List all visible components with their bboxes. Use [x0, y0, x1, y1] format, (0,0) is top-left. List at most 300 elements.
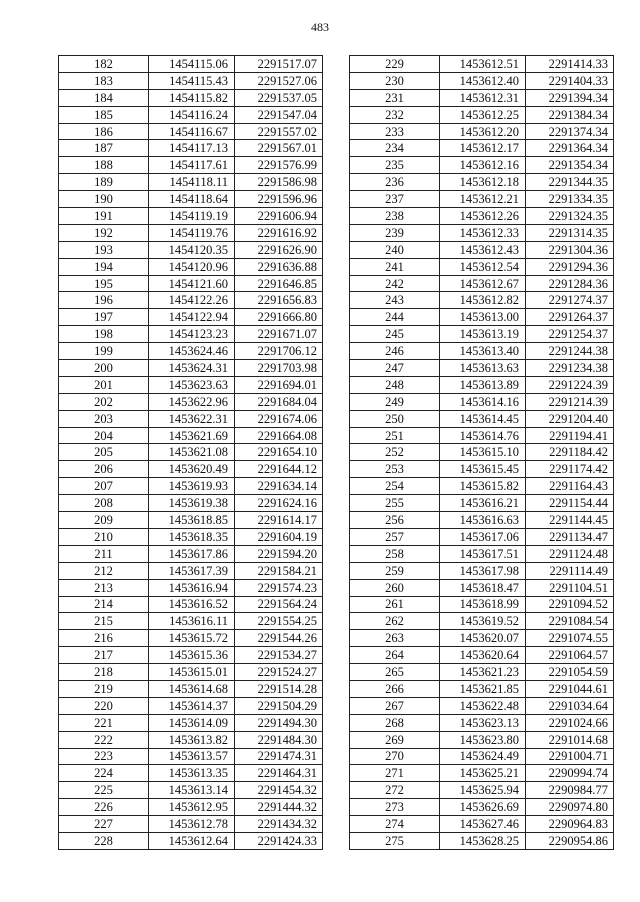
table-row: [59, 444, 323, 461]
table-row: [59, 495, 323, 512]
point-number-cell: 236: [350, 174, 440, 191]
point-number-cell: 214: [59, 596, 149, 613]
x-coordinate-cell: 1453623.80: [440, 731, 526, 748]
y-coordinate-cell: 2291694.01: [235, 376, 323, 393]
point-number-cell: 224: [59, 765, 149, 782]
point-number-cell: 263: [350, 630, 440, 647]
x-coordinate-cell: 1454118.64: [149, 191, 235, 208]
y-coordinate-cell: 2291004.71: [526, 748, 614, 765]
y-coordinate-cell: 2291234.38: [526, 360, 614, 377]
point-number-cell: 211: [59, 545, 149, 562]
y-coordinate-cell: 2291614.17: [235, 512, 323, 529]
table-row: [350, 89, 614, 106]
y-coordinate-cell: 2291594.20: [235, 545, 323, 562]
point-number-cell: 261: [350, 596, 440, 613]
point-number-cell: 217: [59, 647, 149, 664]
point-number-cell: 216: [59, 630, 149, 647]
point-number-cell: 271: [350, 765, 440, 782]
x-coordinate-cell: 1453622.96: [149, 393, 235, 410]
y-coordinate-cell: 2291374.34: [526, 123, 614, 140]
x-coordinate-cell: 1453613.40: [440, 343, 526, 360]
y-coordinate-cell: 2291104.51: [526, 579, 614, 596]
point-number-cell: 199: [59, 343, 149, 360]
x-coordinate-cell: 1453628.25: [440, 832, 526, 849]
x-coordinate-cell: 1454123.23: [149, 326, 235, 343]
x-coordinate-cell: 1453612.40: [440, 72, 526, 89]
point-number-cell: 262: [350, 613, 440, 630]
y-coordinate-cell: 2291616.92: [235, 224, 323, 241]
y-coordinate-cell: 2291384.34: [526, 106, 614, 123]
y-coordinate-cell: 2290984.77: [526, 782, 614, 799]
table-row: [59, 765, 323, 782]
point-number-cell: 238: [350, 208, 440, 225]
x-coordinate-cell: 1453612.33: [440, 224, 526, 241]
x-coordinate-cell: 1453615.36: [149, 647, 235, 664]
table-row: [350, 106, 614, 123]
point-number-cell: 213: [59, 579, 149, 596]
table-row: [350, 444, 614, 461]
table-row: [350, 579, 614, 596]
point-number-cell: 255: [350, 495, 440, 512]
table-row: [59, 647, 323, 664]
table-row: [350, 427, 614, 444]
x-coordinate-cell: 1454119.76: [149, 224, 235, 241]
table-row: [350, 596, 614, 613]
table-row: [59, 106, 323, 123]
table-row: [59, 241, 323, 258]
table-row: [59, 89, 323, 106]
y-coordinate-cell: 2291074.55: [526, 630, 614, 647]
table-row: [350, 241, 614, 258]
y-coordinate-cell: 2291464.31: [235, 765, 323, 782]
x-coordinate-cell: 1453612.82: [440, 292, 526, 309]
y-coordinate-cell: 2291554.25: [235, 613, 323, 630]
point-number-cell: 206: [59, 461, 149, 478]
point-number-cell: 265: [350, 664, 440, 681]
point-number-cell: 234: [350, 140, 440, 157]
x-coordinate-cell: 1453615.45: [440, 461, 526, 478]
y-coordinate-cell: 2291084.54: [526, 613, 614, 630]
y-coordinate-cell: 2291586.98: [235, 174, 323, 191]
table-row: [59, 258, 323, 275]
table-row: [59, 309, 323, 326]
table-row: [350, 545, 614, 562]
point-number-cell: 185: [59, 106, 149, 123]
point-number-cell: 273: [350, 799, 440, 816]
table-row: [59, 478, 323, 495]
point-number-cell: 219: [59, 680, 149, 697]
point-number-cell: 272: [350, 782, 440, 799]
x-coordinate-cell: 1453621.69: [149, 427, 235, 444]
point-number-cell: 246: [350, 343, 440, 360]
point-number-cell: 254: [350, 478, 440, 495]
point-number-cell: 243: [350, 292, 440, 309]
x-coordinate-cell: 1453621.23: [440, 664, 526, 681]
point-number-cell: 239: [350, 224, 440, 241]
y-coordinate-cell: 2291547.04: [235, 106, 323, 123]
point-number-cell: 228: [59, 832, 149, 849]
x-coordinate-cell: 1453618.47: [440, 579, 526, 596]
point-number-cell: 269: [350, 731, 440, 748]
point-number-cell: 197: [59, 309, 149, 326]
y-coordinate-cell: 2291344.35: [526, 174, 614, 191]
point-number-cell: 242: [350, 275, 440, 292]
y-coordinate-cell: 2291703.98: [235, 360, 323, 377]
table-row: [350, 224, 614, 241]
point-number-cell: 244: [350, 309, 440, 326]
point-number-cell: 205: [59, 444, 149, 461]
table-row: [350, 393, 614, 410]
y-coordinate-cell: 2291514.28: [235, 680, 323, 697]
table-row: [350, 191, 614, 208]
point-number-cell: 245: [350, 326, 440, 343]
point-number-cell: 266: [350, 680, 440, 697]
table-row: [59, 292, 323, 309]
y-coordinate-cell: 2291414.33: [526, 56, 614, 73]
x-coordinate-cell: 1454117.13: [149, 140, 235, 157]
y-coordinate-cell: 2291404.33: [526, 72, 614, 89]
y-coordinate-cell: 2291671.07: [235, 326, 323, 343]
y-coordinate-cell: 2291604.19: [235, 528, 323, 545]
table-row: [59, 208, 323, 225]
point-number-cell: 240: [350, 241, 440, 258]
table-row: [59, 140, 323, 157]
table-row: [59, 275, 323, 292]
x-coordinate-cell: 1453612.25: [440, 106, 526, 123]
y-coordinate-cell: 2291666.80: [235, 309, 323, 326]
y-coordinate-cell: 2290964.83: [526, 816, 614, 833]
point-number-cell: 201: [59, 376, 149, 393]
table-row: [59, 360, 323, 377]
point-number-cell: 187: [59, 140, 149, 157]
point-number-cell: 195: [59, 275, 149, 292]
point-number-cell: 247: [350, 360, 440, 377]
point-number-cell: 227: [59, 816, 149, 833]
x-coordinate-cell: 1453619.38: [149, 495, 235, 512]
table-row: [350, 697, 614, 714]
x-coordinate-cell: 1453613.82: [149, 731, 235, 748]
y-coordinate-cell: 2291274.37: [526, 292, 614, 309]
y-coordinate-cell: 2291354.34: [526, 157, 614, 174]
y-coordinate-cell: 2291094.52: [526, 596, 614, 613]
table-row: [350, 748, 614, 765]
table-row: [350, 208, 614, 225]
y-coordinate-cell: 2291154.44: [526, 495, 614, 512]
point-number-cell: 200: [59, 360, 149, 377]
y-coordinate-cell: 2291364.34: [526, 140, 614, 157]
y-coordinate-cell: 2291557.02: [235, 123, 323, 140]
table-row: [59, 461, 323, 478]
point-number-cell: 274: [350, 816, 440, 833]
x-coordinate-cell: 1453612.26: [440, 208, 526, 225]
y-coordinate-cell: 2291524.27: [235, 664, 323, 681]
point-number-cell: 189: [59, 174, 149, 191]
table-row: [350, 478, 614, 495]
page-number: 483: [311, 20, 329, 34]
y-coordinate-cell: 2291294.36: [526, 258, 614, 275]
y-coordinate-cell: 2291284.36: [526, 275, 614, 292]
x-coordinate-cell: 1453617.98: [440, 562, 526, 579]
y-coordinate-cell: 2291684.04: [235, 393, 323, 410]
point-number-cell: 235: [350, 157, 440, 174]
table-row: [350, 140, 614, 157]
y-coordinate-cell: 2291054.59: [526, 664, 614, 681]
y-coordinate-cell: 2291576.99: [235, 157, 323, 174]
y-coordinate-cell: 2290954.86: [526, 832, 614, 849]
y-coordinate-cell: 2291564.24: [235, 596, 323, 613]
y-coordinate-cell: 2291567.01: [235, 140, 323, 157]
point-number-cell: 223: [59, 748, 149, 765]
y-coordinate-cell: 2291517.07: [235, 56, 323, 73]
y-coordinate-cell: 2291626.90: [235, 241, 323, 258]
x-coordinate-cell: 1453617.06: [440, 528, 526, 545]
x-coordinate-cell: 1453612.54: [440, 258, 526, 275]
point-number-cell: 207: [59, 478, 149, 495]
table-row: [350, 343, 614, 360]
y-coordinate-cell: 2291134.47: [526, 528, 614, 545]
point-number-cell: 182: [59, 56, 149, 73]
point-number-cell: 192: [59, 224, 149, 241]
x-coordinate-cell: 1454120.96: [149, 258, 235, 275]
x-coordinate-cell: 1453612.51: [440, 56, 526, 73]
y-coordinate-cell: 2291606.94: [235, 208, 323, 225]
y-coordinate-cell: 2291644.12: [235, 461, 323, 478]
table-row: [59, 799, 323, 816]
table-row: [350, 664, 614, 681]
point-number-cell: 225: [59, 782, 149, 799]
x-coordinate-cell: 1454118.11: [149, 174, 235, 191]
y-coordinate-cell: 2291664.08: [235, 427, 323, 444]
point-number-cell: 250: [350, 410, 440, 427]
y-coordinate-cell: 2291544.26: [235, 630, 323, 647]
y-coordinate-cell: 2291527.06: [235, 72, 323, 89]
point-number-cell: 198: [59, 326, 149, 343]
x-coordinate-cell: 1454122.94: [149, 309, 235, 326]
table-row: [59, 56, 323, 73]
point-number-cell: 233: [350, 123, 440, 140]
y-coordinate-cell: 2291656.83: [235, 292, 323, 309]
table-row: [350, 512, 614, 529]
x-coordinate-cell: 1453612.64: [149, 832, 235, 849]
y-coordinate-cell: 2291424.33: [235, 832, 323, 849]
table-row: [59, 816, 323, 833]
y-coordinate-cell: 2291224.39: [526, 376, 614, 393]
table-row: [350, 309, 614, 326]
y-coordinate-cell: 2291194.41: [526, 427, 614, 444]
y-coordinate-cell: 2291654.10: [235, 444, 323, 461]
x-coordinate-cell: 1453613.57: [149, 748, 235, 765]
table-row: [59, 748, 323, 765]
point-number-cell: 275: [350, 832, 440, 849]
x-coordinate-cell: 1453617.86: [149, 545, 235, 562]
point-number-cell: 220: [59, 697, 149, 714]
table-row: [350, 765, 614, 782]
table-row: [59, 224, 323, 241]
table-row: [59, 410, 323, 427]
table-row: [59, 731, 323, 748]
x-coordinate-cell: 1453616.21: [440, 495, 526, 512]
point-number-cell: 253: [350, 461, 440, 478]
x-coordinate-cell: 1453620.49: [149, 461, 235, 478]
x-coordinate-cell: 1453612.78: [149, 816, 235, 833]
point-number-cell: 221: [59, 714, 149, 731]
table-row: [59, 613, 323, 630]
x-coordinate-cell: 1453614.37: [149, 697, 235, 714]
x-coordinate-cell: 1453621.08: [149, 444, 235, 461]
point-number-cell: 226: [59, 799, 149, 816]
table-row: [350, 123, 614, 140]
table-row: [350, 630, 614, 647]
y-coordinate-cell: 2291474.31: [235, 748, 323, 765]
point-number-cell: 183: [59, 72, 149, 89]
table-row: [350, 680, 614, 697]
y-coordinate-cell: 2291024.66: [526, 714, 614, 731]
table-row: [350, 461, 614, 478]
x-coordinate-cell: 1454120.35: [149, 241, 235, 258]
point-number-cell: 256: [350, 512, 440, 529]
x-coordinate-cell: 1453624.46: [149, 343, 235, 360]
y-coordinate-cell: 2291624.16: [235, 495, 323, 512]
y-coordinate-cell: 2291534.27: [235, 647, 323, 664]
y-coordinate-cell: 2291444.32: [235, 799, 323, 816]
x-coordinate-cell: 1453624.31: [149, 360, 235, 377]
x-coordinate-cell: 1453612.95: [149, 799, 235, 816]
point-number-cell: 194: [59, 258, 149, 275]
point-number-cell: 212: [59, 562, 149, 579]
table-row: [350, 360, 614, 377]
y-coordinate-cell: 2291014.68: [526, 731, 614, 748]
x-coordinate-cell: 1453615.72: [149, 630, 235, 647]
x-coordinate-cell: 1453627.46: [440, 816, 526, 833]
point-number-cell: 215: [59, 613, 149, 630]
y-coordinate-cell: 2291254.37: [526, 326, 614, 343]
x-coordinate-cell: 1453617.39: [149, 562, 235, 579]
point-number-cell: 204: [59, 427, 149, 444]
point-number-cell: 191: [59, 208, 149, 225]
table-row: [59, 326, 323, 343]
x-coordinate-cell: 1453619.93: [149, 478, 235, 495]
point-number-cell: 208: [59, 495, 149, 512]
point-number-cell: 196: [59, 292, 149, 309]
table-row: [59, 664, 323, 681]
table-row: [350, 326, 614, 343]
point-number-cell: 229: [350, 56, 440, 73]
x-coordinate-cell: 1454115.06: [149, 56, 235, 73]
point-number-cell: 218: [59, 664, 149, 681]
x-coordinate-cell: 1453620.07: [440, 630, 526, 647]
table-row: [59, 512, 323, 529]
x-coordinate-cell: 1453620.64: [440, 647, 526, 664]
point-number-cell: 268: [350, 714, 440, 731]
x-coordinate-cell: 1454116.67: [149, 123, 235, 140]
point-number-cell: 259: [350, 562, 440, 579]
table-row: [350, 816, 614, 833]
table-row: [59, 630, 323, 647]
x-coordinate-cell: 1453614.16: [440, 393, 526, 410]
x-coordinate-cell: 1453616.52: [149, 596, 235, 613]
table-row: [59, 72, 323, 89]
x-coordinate-cell: 1453613.19: [440, 326, 526, 343]
point-number-cell: 248: [350, 376, 440, 393]
table-row: [59, 545, 323, 562]
table-row: [350, 56, 614, 73]
y-coordinate-cell: 2290974.80: [526, 799, 614, 816]
y-coordinate-cell: 2291646.85: [235, 275, 323, 292]
coordinate-table-right: [349, 55, 614, 850]
x-coordinate-cell: 1453614.76: [440, 427, 526, 444]
x-coordinate-cell: 1454122.26: [149, 292, 235, 309]
table-row: [350, 731, 614, 748]
table-row: [350, 174, 614, 191]
y-coordinate-cell: 2290994.74: [526, 765, 614, 782]
x-coordinate-cell: 1454121.60: [149, 275, 235, 292]
x-coordinate-cell: 1453612.21: [440, 191, 526, 208]
point-number-cell: 237: [350, 191, 440, 208]
table-row: [59, 596, 323, 613]
point-number-cell: 258: [350, 545, 440, 562]
x-coordinate-cell: 1453615.01: [149, 664, 235, 681]
table-row: [350, 258, 614, 275]
x-coordinate-cell: 1453622.31: [149, 410, 235, 427]
table-row: [59, 697, 323, 714]
table-row: [59, 157, 323, 174]
table-row: [59, 174, 323, 191]
point-number-cell: 257: [350, 528, 440, 545]
table-row: [350, 376, 614, 393]
x-coordinate-cell: 1453623.63: [149, 376, 235, 393]
x-coordinate-cell: 1453614.45: [440, 410, 526, 427]
x-coordinate-cell: 1453618.35: [149, 528, 235, 545]
point-number-cell: 252: [350, 444, 440, 461]
table-row: [350, 72, 614, 89]
x-coordinate-cell: 1453613.35: [149, 765, 235, 782]
y-coordinate-cell: 2291174.42: [526, 461, 614, 478]
x-coordinate-cell: 1454117.61: [149, 157, 235, 174]
table-row: [59, 427, 323, 444]
y-coordinate-cell: 2291334.35: [526, 191, 614, 208]
y-coordinate-cell: 2291034.64: [526, 697, 614, 714]
table-row: [59, 782, 323, 799]
x-coordinate-cell: 1453622.48: [440, 697, 526, 714]
y-coordinate-cell: 2291304.36: [526, 241, 614, 258]
y-coordinate-cell: 2291494.30: [235, 714, 323, 731]
point-number-cell: 193: [59, 241, 149, 258]
table-row: [59, 832, 323, 849]
table-row: [59, 376, 323, 393]
table-row: [350, 782, 614, 799]
x-coordinate-cell: 1453615.82: [440, 478, 526, 495]
table-row: [350, 528, 614, 545]
x-coordinate-cell: 1453612.18: [440, 174, 526, 191]
x-coordinate-cell: 1453612.67: [440, 275, 526, 292]
y-coordinate-cell: 2291164.43: [526, 478, 614, 495]
x-coordinate-cell: 1453613.89: [440, 376, 526, 393]
table-row: [59, 123, 323, 140]
x-coordinate-cell: 1453613.14: [149, 782, 235, 799]
x-coordinate-cell: 1453626.69: [440, 799, 526, 816]
table-row: [59, 579, 323, 596]
table-row: [59, 714, 323, 731]
point-number-cell: 241: [350, 258, 440, 275]
coordinate-table-left: [58, 55, 323, 850]
table-row: [350, 495, 614, 512]
x-coordinate-cell: 1453612.16: [440, 157, 526, 174]
point-number-cell: 231: [350, 89, 440, 106]
x-coordinate-cell: 1454116.24: [149, 106, 235, 123]
x-coordinate-cell: 1453612.20: [440, 123, 526, 140]
point-number-cell: 232: [350, 106, 440, 123]
y-coordinate-cell: 2291244.38: [526, 343, 614, 360]
